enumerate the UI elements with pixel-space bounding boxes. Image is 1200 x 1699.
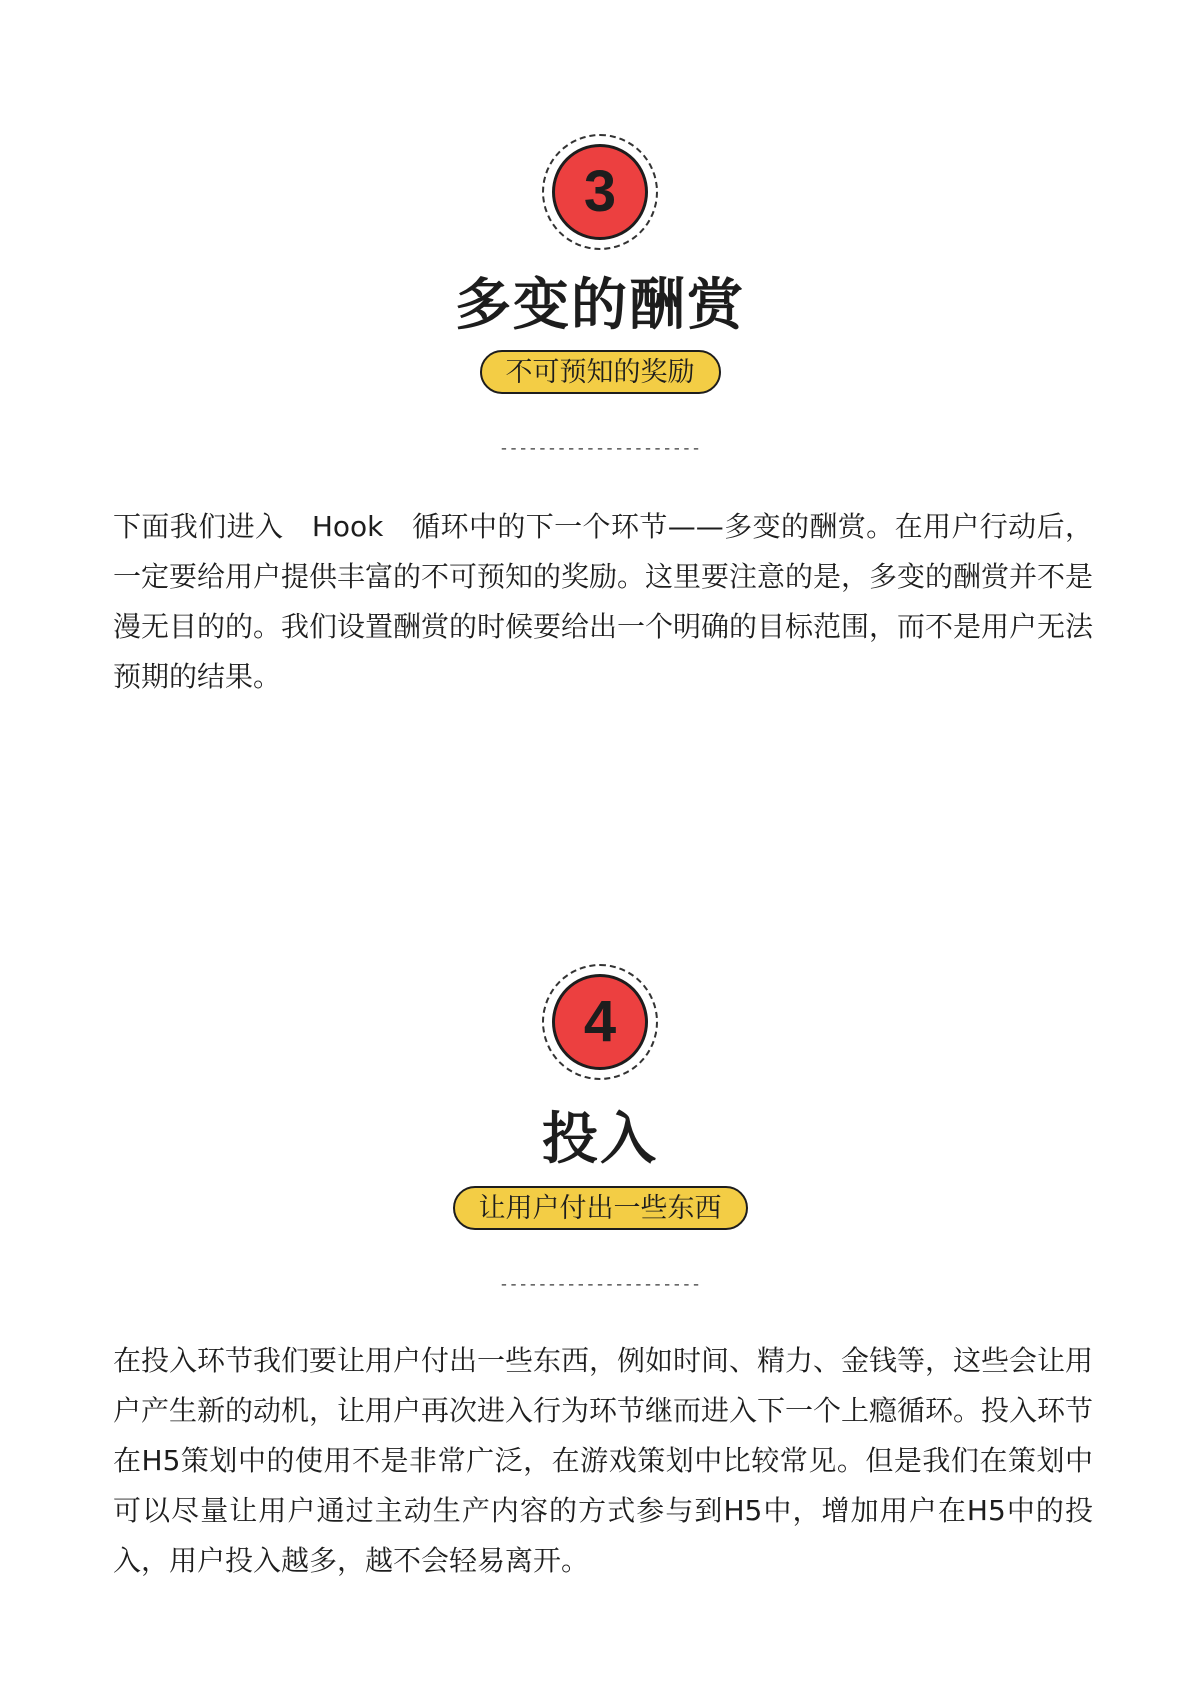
dashed-divider: --------------------- — [499, 440, 701, 458]
step-number: 3 — [552, 144, 648, 240]
step-badge — [542, 964, 658, 1080]
section-subtitle-pill: 不可预知的奖励 — [480, 350, 721, 394]
dashed-divider: --------------------- — [499, 1276, 701, 1294]
subtitle-wrap — [0, 1186, 1200, 1230]
step-number: 4 — [552, 974, 648, 1070]
section-subtitle-pill: 让用户付出一些东西 — [453, 1186, 748, 1230]
section-title: 多变的酬赏 — [455, 273, 745, 338]
section-body-text: 在投入环节我们要让用户付出一些东西，例如时间、精力、金钱等，这些会让用户产生新的动机，让用户再次进入行为环节继而进入下一个上瘾循环。投入环节在H5策划中的使用不是非常广泛，在游戏策划中比较常见。但是我们在策划中可以尽量让用户通过主动生产内容的方式参与到H5中，增加用户在H5中的投入，用户投入越多，越不会轻易离开。 — [113, 1344, 1094, 1577]
section-title: 投入 — [542, 1107, 658, 1172]
section-body-text: 下面我们进入 Hook 循环中的下一个环节——多变的酬赏。在用户行动后，一定要给用户提供丰富的不可预知的奖励。这里要注意的是，多变的酬赏并不是漫无目的的。我们设置酬赏的时候要给出一个明确的目标范围，而不是用户无法预期的结果。 — [113, 510, 1094, 693]
